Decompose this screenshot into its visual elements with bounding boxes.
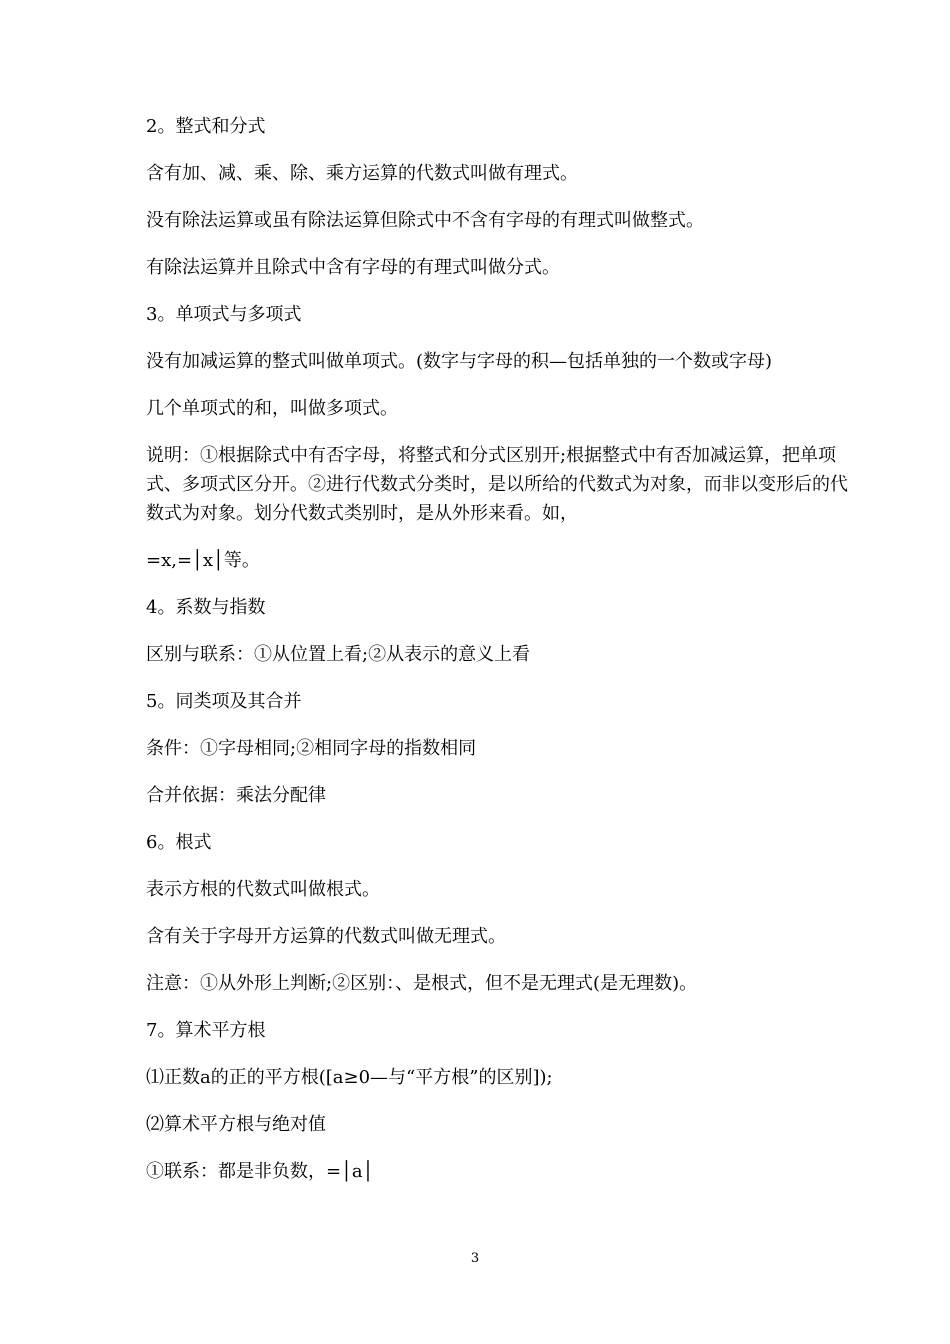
section-heading-5: 5。同类项及其合并 xyxy=(146,691,302,712)
paragraph-note: 说明：①根据除式中有否字母，将整式和分式区别开;根据整式中有否加减运算，把单项式、多项式区分开。②进行代数式分类时，是以所给的代数式为对象，而非以变形后的代数式为对象。划分代数式类别时，是从外形来看。如， xyxy=(146,445,848,524)
document-body xyxy=(146,112,856,1204)
paragraph: ⑴正数a的正的平方根([a≥0—与“平方根”的区别]); xyxy=(146,1067,553,1088)
paragraph: =x,=│x│等。 xyxy=(146,550,260,571)
paragraph: 合并依据：乘法分配律 xyxy=(146,785,326,806)
section-heading-3: 3。单项式与多项式 xyxy=(146,304,302,325)
paragraph: 区别与联系：①从位置上看;②从表示的意义上看 xyxy=(146,644,531,665)
section-heading-6: 6。根式 xyxy=(146,832,212,853)
paragraph: 几个单项式的和，叫做多项式。 xyxy=(146,398,398,419)
paragraph: 注意：①从外形上判断;②区别：、是根式，但不是无理式(是无理数)。 xyxy=(146,973,698,994)
paragraph: 含有关于字母开方运算的代数式叫做无理式。 xyxy=(146,926,506,947)
paragraph: ⑵算术平方根与绝对值 xyxy=(146,1114,326,1135)
paragraph: ①联系：都是非负数，=│a│ xyxy=(146,1161,374,1182)
paragraph: 有除法运算并且除式中含有字母的有理式叫做分式。 xyxy=(146,257,560,278)
paragraph: 没有除法运算或虽有除法运算但除式中不含有字母的有理式叫做整式。 xyxy=(146,210,704,231)
paragraph: 表示方根的代数式叫做根式。 xyxy=(146,879,380,900)
section-heading-7: 7。算术平方根 xyxy=(146,1020,266,1041)
page-number: 3 xyxy=(470,1251,480,1266)
section-heading-2: 2。整式和分式 xyxy=(146,116,266,137)
section-heading-4: 4。系数与指数 xyxy=(146,597,266,618)
paragraph: 含有加、减、乘、除、乘方运算的代数式叫做有理式。 xyxy=(146,163,578,184)
paragraph: 条件：①字母相同;②相同字母的指数相同 xyxy=(146,738,477,759)
paragraph: 没有加减运算的整式叫做单项式。(数字与字母的积—包括单独的一个数或字母) xyxy=(146,351,773,372)
